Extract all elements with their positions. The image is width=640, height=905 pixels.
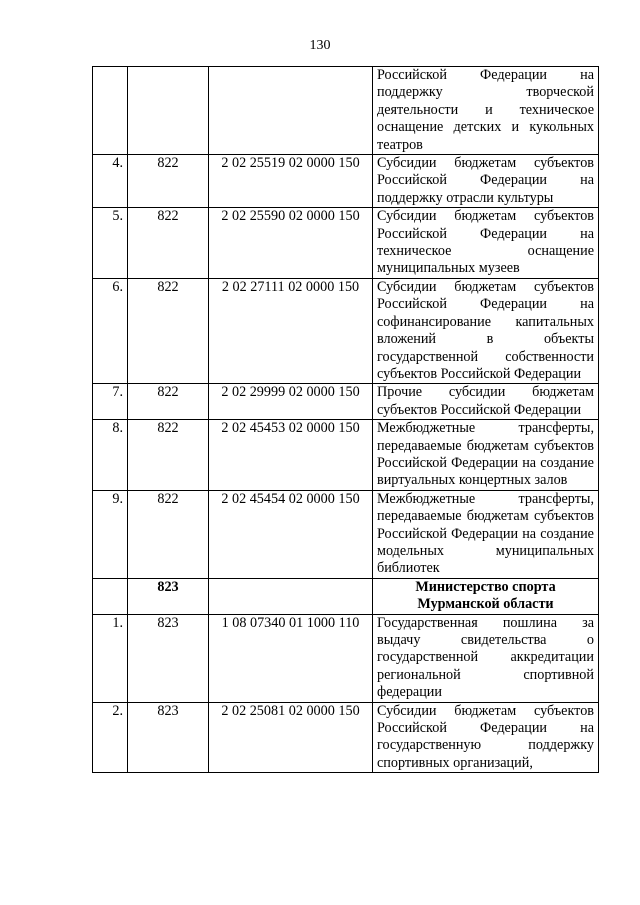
table-row	[93, 155, 599, 208]
table-row	[93, 490, 599, 578]
row-number-cell: 1.	[93, 614, 128, 702]
table-row	[93, 614, 599, 702]
budget-classification-code-cell: 2 02 45454 02 0000 150	[209, 490, 373, 578]
budget-classification-code-cell: 2 02 45453 02 0000 150	[209, 420, 373, 491]
row-number-cell: 9.	[93, 490, 128, 578]
revenue-name-cell: Субсидии бюджетам субъектов Российской Федерации на государственную поддержку спортивных организаций,	[373, 702, 599, 773]
row-number-cell: 2.	[93, 702, 128, 773]
revenue-table	[92, 66, 599, 773]
administrator-code-cell: 822	[128, 384, 209, 420]
revenue-name-cell: Межбюджетные трансферты, передаваемые бюджетам субъектов Российской Федерации на создание виртуальных концертных залов	[373, 420, 599, 491]
revenue-name-cell: Российской Федерации на поддержку творческой деятельности и техническое оснащение детских и кукольных театров	[373, 67, 599, 155]
row-number-cell	[93, 578, 128, 614]
row-number-cell: 6.	[93, 278, 128, 383]
table-row	[93, 384, 599, 420]
table-row	[93, 208, 599, 279]
revenue-name-cell: Государственная пошлина за выдачу свидетельства о государственной аккредитации региональной спортивной федерации	[373, 614, 599, 702]
budget-classification-code-cell	[209, 578, 373, 614]
row-number-cell	[93, 67, 128, 155]
revenue-name-cell: Субсидии бюджетам субъектов Российской Федерации на поддержку отрасли культуры	[373, 155, 599, 208]
budget-classification-code-cell	[209, 67, 373, 155]
row-number-cell: 7.	[93, 384, 128, 420]
page-number: 130	[309, 38, 331, 53]
revenue-name-cell: Прочие субсидии бюджетам субъектов Российской Федерации	[373, 384, 599, 420]
table-row	[93, 67, 599, 155]
section-header-row	[93, 578, 599, 614]
budget-classification-code-cell: 1 08 07340 01 1000 110	[209, 614, 373, 702]
budget-classification-code-cell: 2 02 27111 02 0000 150	[209, 278, 373, 383]
table-row	[93, 420, 599, 491]
administrator-code-cell	[128, 67, 209, 155]
administrator-code-cell: 822	[128, 208, 209, 279]
budget-classification-code-cell: 2 02 25081 02 0000 150	[209, 702, 373, 773]
table-row	[93, 278, 599, 383]
table-row	[93, 702, 599, 773]
administrator-code-cell: 823	[128, 702, 209, 773]
row-number-cell: 4.	[93, 155, 128, 208]
administrator-code-cell: 822	[128, 420, 209, 491]
budget-classification-code-cell: 2 02 25519 02 0000 150	[209, 155, 373, 208]
revenue-name-cell: Субсидии бюджетам субъектов Российской Федерации на техническое оснащение муниципальных музеев	[373, 208, 599, 279]
table-body	[93, 67, 599, 773]
administrator-code-cell: 822	[128, 490, 209, 578]
administrator-code-cell: 823	[128, 578, 209, 614]
revenue-name-cell: Субсидии бюджетам субъектов Российской Федерации на софинансирование капитальных вложений в объекты государственной собственности субъектов Российской Федерации	[373, 278, 599, 383]
administrator-code-cell: 823	[128, 614, 209, 702]
revenue-name-cell: Министерство спорта Мурманской области	[373, 578, 599, 614]
revenue-name-cell: Межбюджетные трансферты, передаваемые бюджетам субъектов Российской Федерации на создание модельных муниципальных библиотек	[373, 490, 599, 578]
budget-classification-code-cell: 2 02 25590 02 0000 150	[209, 208, 373, 279]
budget-classification-code-cell: 2 02 29999 02 0000 150	[209, 384, 373, 420]
row-number-cell: 5.	[93, 208, 128, 279]
administrator-code-cell: 822	[128, 155, 209, 208]
row-number-cell: 8.	[93, 420, 128, 491]
administrator-code-cell: 822	[128, 278, 209, 383]
